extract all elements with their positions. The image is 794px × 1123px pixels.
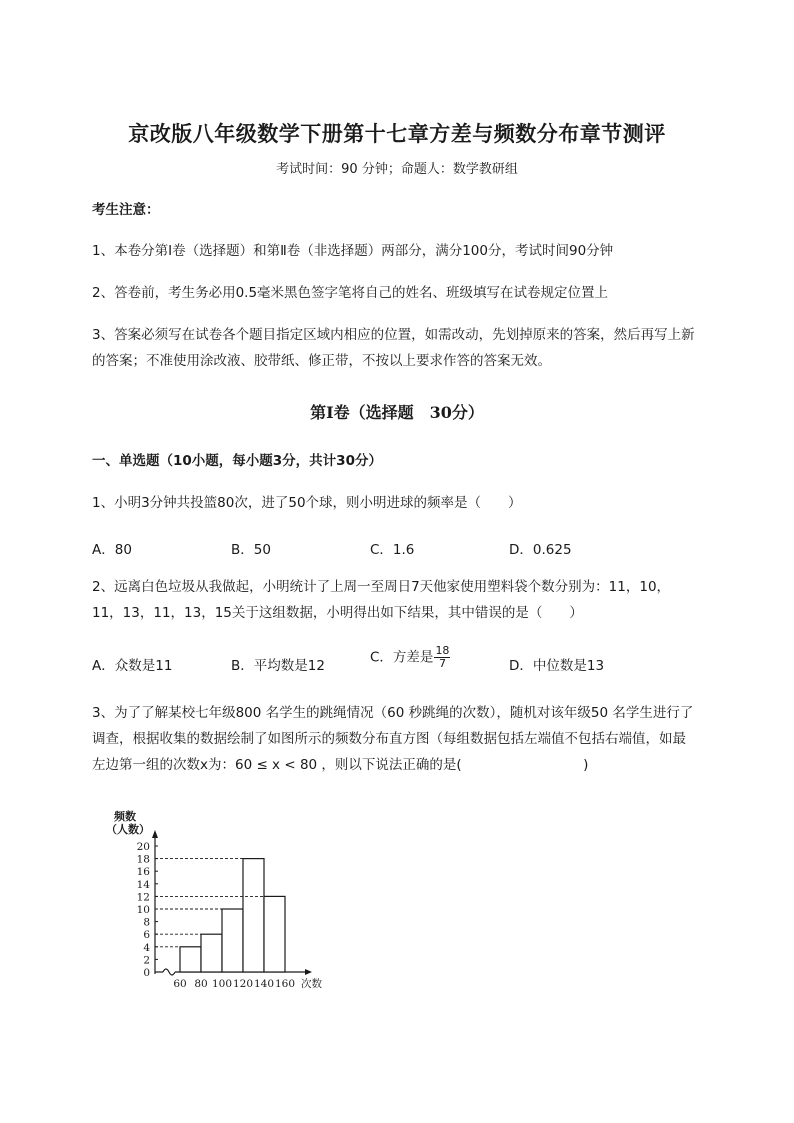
q1-option-b: B．50 [231, 542, 271, 558]
question-1-text: 1、小明3分钟共投篮80次，进了50个球，则小明进球的频率是（ ） [92, 495, 522, 511]
x-tick-label: 160 [274, 978, 296, 990]
question-3-text-2: 调查，根据收集的数据绘制了如图所示的频数分布直方图（每组数据包括左端值不包括右端值，如最 [92, 731, 686, 747]
x-axis-arrow [305, 969, 312, 975]
question-2-text-1: 2、远离白色垃圾从我做起，小明统计了上周一至周日7天他家使用塑料袋个数分别为：11，10， [92, 579, 671, 595]
fraction-numerator: 18 [435, 644, 450, 657]
x-tick-label: 60 [173, 978, 187, 990]
q2-option-d: D．中位数是13 [509, 658, 605, 674]
y-tick-label: 6 [143, 929, 150, 942]
q2-option-b: B．平均数是12 [231, 658, 325, 674]
y-tick-label: 20 [136, 841, 150, 853]
notice-item-1: 1、本卷分第I卷（选择题）和第Ⅱ卷（非选择题）两部分，满分100分，考试时间90分钟 [92, 243, 614, 259]
q1-option-d: D．0.625 [509, 542, 572, 558]
fraction-denominator: 7 [438, 657, 446, 670]
y-tick-label: 16 [136, 866, 150, 879]
q1-option-a: A．80 [92, 542, 132, 558]
axis-break-mark [163, 969, 175, 975]
notice-item-3-cont: 的答案；不准使用涂改液、胶带纸、修正带，不按以上要求作答的答案无效。 [92, 353, 551, 369]
y-tick-label: 4 [143, 941, 150, 954]
y-tick-label: 0 [143, 967, 150, 979]
histogram-bar [180, 947, 201, 972]
y-axis-label-1: 频数 [114, 810, 136, 823]
histogram-bar [243, 859, 264, 972]
q2-option-a: A．众数是11 [92, 658, 173, 674]
y-tick-label: 12 [136, 891, 150, 904]
x-tick-label: 140 [253, 978, 275, 990]
x-tick-label: 80 [194, 978, 208, 990]
y-tick-label: 8 [143, 916, 150, 929]
y-axis-label-2: （人数） [106, 823, 150, 836]
y-tick-label: 14 [136, 878, 150, 891]
question-3-text-1: 3、为了了解某校七年级800 名学生的跳绳情况（60 秒跳绳的次数），随机对该年级50 名学生进行了 [92, 705, 694, 721]
page-title: 京改版八年级数学下册第十七章方差与频数分布章节测评 [128, 121, 666, 146]
part-heading: 一、单选题（10小题，每小题3分，共计30分） [92, 453, 382, 469]
x-tick-label: 100 [211, 978, 233, 990]
frequency-histogram [100, 800, 360, 990]
x-axis-label: 次数 [301, 978, 322, 990]
histogram-bar [201, 934, 222, 972]
section-title: 第I卷（选择题 30分） [310, 403, 484, 422]
notice-heading: 考生注意： [92, 202, 160, 218]
notice-item-2: 2、答卷前，考生务必用0.5毫米黑色签字笔将自己的姓名、班级填写在试卷规定位置上 [92, 285, 609, 301]
notice-item-3: 3、答案必须写在试卷各个题目指定区域内相应的位置，如需改动，先划掉原来的答案，然后再写上新 [92, 327, 695, 343]
histogram-bar [264, 896, 285, 972]
question-3-text-3: 左边第一组的次数x为：60 ≤ x < 80 ，则以下说法正确的是( ) [92, 757, 589, 773]
y-tick-label: 18 [136, 853, 150, 866]
y-tick-label: 2 [143, 954, 150, 967]
q2-option-c-label: C．方差是 [370, 649, 434, 666]
x-tick-label: 120 [232, 978, 254, 990]
histogram-bar [222, 909, 243, 972]
q1-option-c: C．1.6 [370, 542, 415, 558]
q2-option-c [370, 645, 450, 670]
y-axis-arrow [152, 830, 158, 838]
y-tick-label: 10 [136, 904, 150, 916]
question-2-text-2: 11，13，11，13，15关于这组数据，小明得出如下结果，其中错误的是（ ） [92, 605, 583, 621]
exam-info: 考试时间：90 分钟；命题人：数学教研组 [276, 162, 518, 177]
variance-fraction [434, 645, 450, 670]
